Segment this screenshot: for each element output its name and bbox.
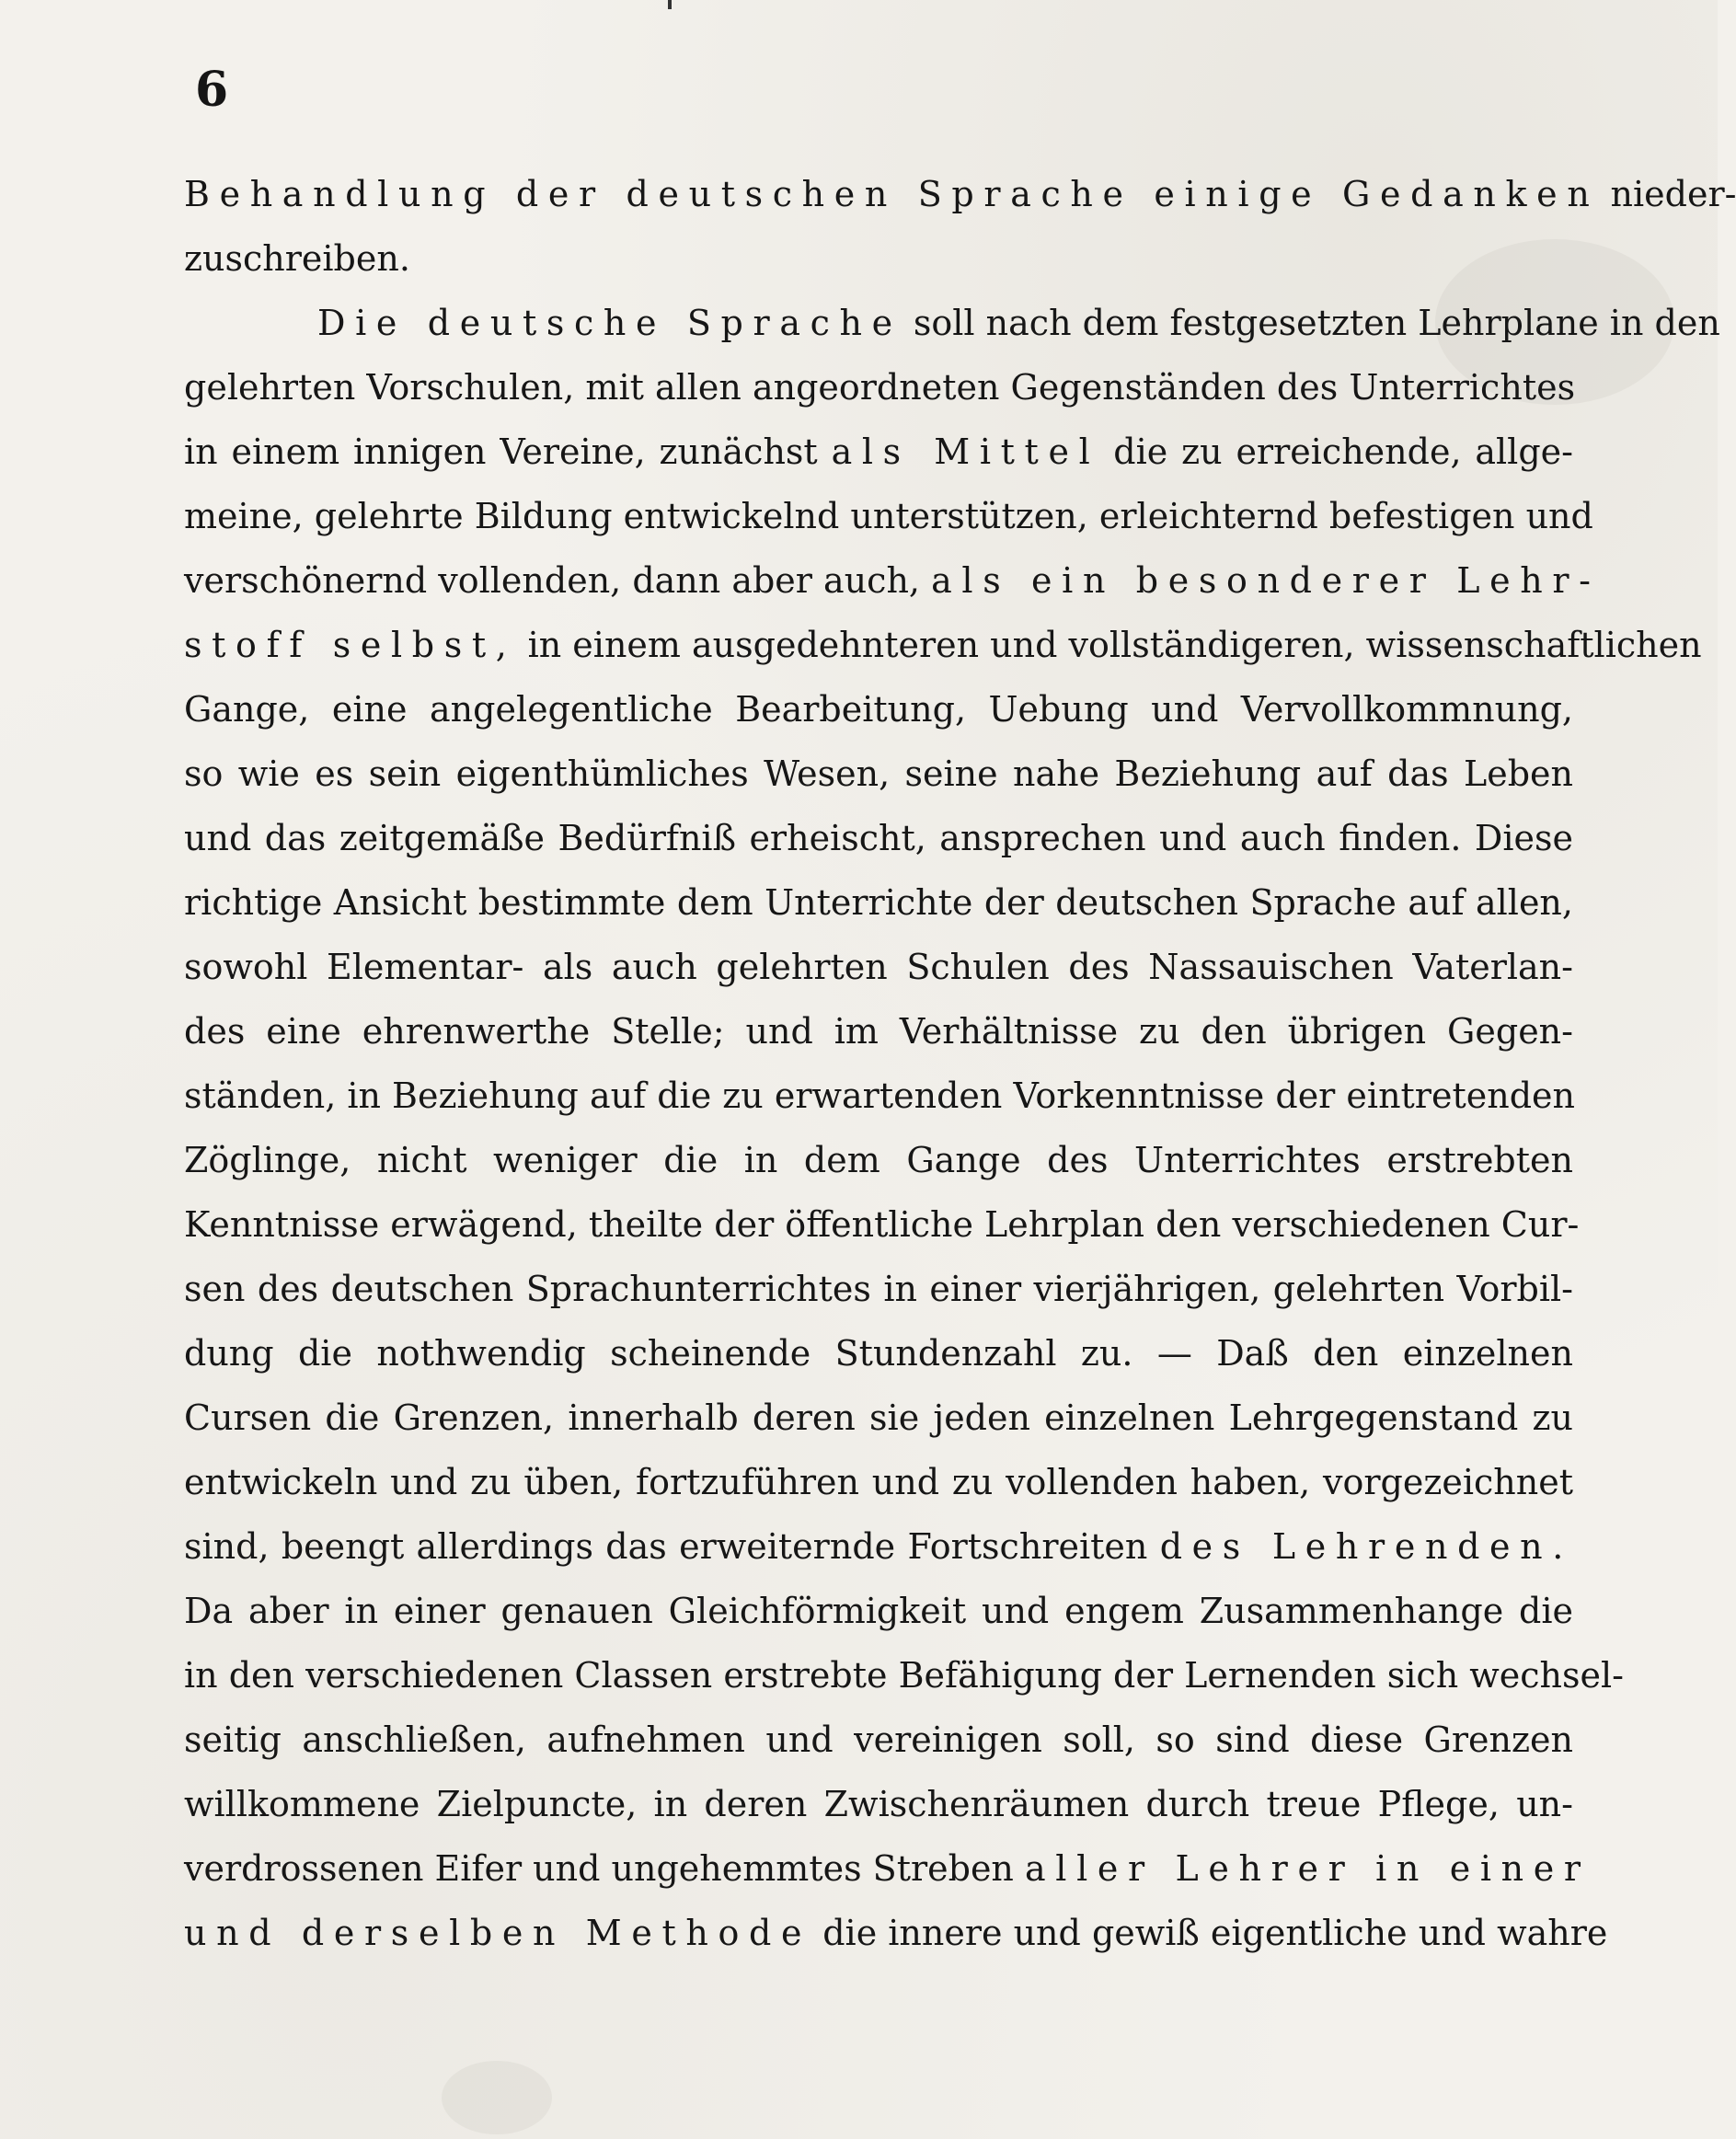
spaced-text: Behandlung der deutschen Sprache einige Gedanken [184, 174, 1600, 214]
spaced-text: und derselben Methode [184, 1913, 812, 1953]
text-line [184, 548, 1601, 613]
text-line [184, 613, 1702, 677]
text-line: seitig anschließen, aufnehmen und vereinigen soll, so sind diese Grenzen [184, 1719, 1573, 1760]
spaced-text: des Lehrenden. [1159, 1526, 1573, 1567]
text-line: Zöglinge, nicht weniger die in dem Gange des Unterrichtes erstrebten [184, 1140, 1573, 1180]
text-fragment: verdrossenen Eifer und ungehemmtes Streben [184, 1848, 1014, 1889]
text-line: zuschreiben. [184, 238, 410, 279]
text-line: Kenntnisse erwägend, theilte der öffentliche Lehrplan den verschiedenen Cur- [184, 1204, 1580, 1245]
spaced-text: als ein besonderer Lehr- [931, 560, 1601, 601]
text-line: Da aber in einer genauen Gleichförmigkeit und engem Zusammenhange die [184, 1591, 1573, 1631]
text-line: so wie es sein eigenthümliches Wesen, seine nahe Beziehung auf das Leben [184, 753, 1573, 794]
print-mark [668, 0, 672, 9]
text-line [184, 1514, 1573, 1579]
text-fragment: soll nach dem festgesetzten Lehrplane in den [913, 303, 1720, 343]
text-fragment: in einem innigen Vereine, zunächst [184, 431, 818, 472]
text-line: sen des deutschen Sprachunterrichtes in einer vierjährigen, gelehrten Vorbil- [184, 1269, 1573, 1309]
spaced-text: stoff selbst, [184, 625, 517, 665]
text-line: dung die nothwendig scheinende Stundenzahl zu. — Daß den einzelnen [184, 1333, 1573, 1374]
text-line: in den verschiedenen Classen erstrebte Befähigung der Lernenden sich wechsel- [184, 1655, 1625, 1696]
spaced-text: als Mittel [831, 431, 1100, 472]
text-line: und das zeitgemäße Bedürfniß erheischt, ansprechen und auch finden. Diese [184, 818, 1573, 858]
text-line [184, 291, 1720, 355]
text-fragment: die innere und gewiß eigentliche und wahre [822, 1913, 1608, 1953]
text-fragment: nieder- [1610, 174, 1736, 214]
text-line [184, 420, 1573, 484]
text-line: entwickeln und zu üben, fortzuführen und zu vollenden haben, vorgezeichnet [184, 1462, 1573, 1502]
text-line: gelehrten Vorschulen, mit allen angeordneten Gegenständen des Unterrichtes [184, 367, 1576, 408]
text-line: ständen, in Beziehung auf die zu erwartenden Vorkenntnisse der eintretenden [184, 1075, 1575, 1116]
paper-stain [442, 2061, 552, 2134]
text-line [184, 1836, 1591, 1901]
text-line [184, 162, 1736, 226]
text-fragment: verschönernd vollenden, dann aber auch, [184, 560, 921, 601]
text-line: richtige Ansicht bestimmte dem Unterrichte der deutschen Sprache auf allen, [184, 882, 1573, 923]
text-line: meine, gelehrte Bildung entwickelnd unterstützen, erleichternd befestigen und [184, 496, 1593, 536]
text-line: sowohl Elementar- als auch gelehrten Schulen des Nassauischen Vaterlan- [184, 947, 1573, 987]
text-fragment: sind, beengt allerdings das erweiternde Fortschreiten [184, 1526, 1148, 1567]
text-line: Cursen die Grenzen, innerhalb deren sie jeden einzelnen Lehrgegenstand zu [184, 1397, 1573, 1438]
text-fragment: in einem ausgedehnteren und vollständigeren, wissenschaftlichen [527, 625, 1702, 665]
text-line: Gange, eine angelegentliche Bearbeitung, Uebung und Vervollkommnung, [184, 689, 1573, 730]
text-line: des eine ehrenwerthe Stelle; und im Verhältnisse zu den übrigen Gegen- [184, 1011, 1573, 1052]
spaced-text: Die deutsche Sprache [317, 303, 902, 343]
text-line [184, 1901, 1608, 1965]
body-text [184, 162, 1736, 1965]
text-fragment: die zu erreichende, allge- [1113, 431, 1573, 472]
text-line: willkommene Zielpuncte, in deren Zwischenräumen durch treue Pflege, un- [184, 1784, 1573, 1824]
page-number: 6 [195, 62, 229, 118]
spaced-text: aller Lehrer in einer [1025, 1848, 1591, 1889]
